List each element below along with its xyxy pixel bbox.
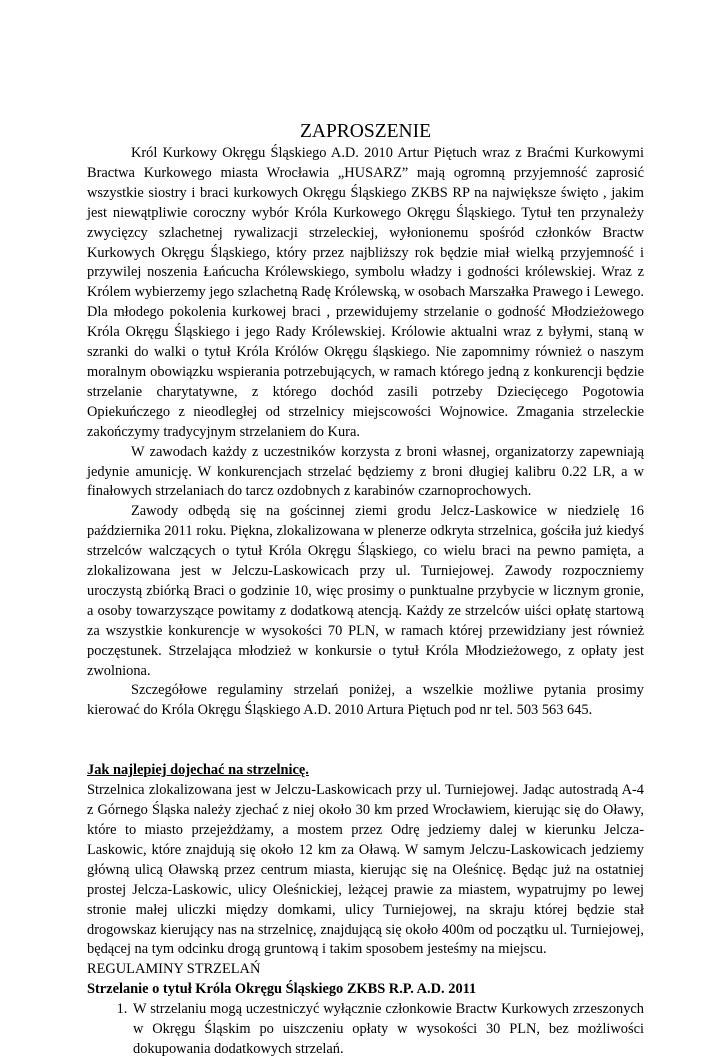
directions-heading: Jak najlepiej dojechać na strzelnicę. (87, 762, 309, 779)
competition-title: Strzelanie o tytuł Króla Okręgu Śląskiego ZKBS R.P. A.D. 2011 (87, 981, 477, 998)
invitation-paragraph-2: W zawodach każdy z uczestników korzysta z broni własnej, organizatorzy zapewniają jedynie amunicję. W konkurencjach strzelać będziemy z broni długiej kalibru 0.22 LR, a w finałowych strzelaniach do tarcz ozdobnych z karabinów czarnoprochowych. (87, 443, 644, 500)
rule-item: 1. W strzelaniu mogą uczestniczyć wyłącznie członkowie Bractw Kurkowych zrzeszonych w Okręgu Śląskim po uiszczeniu opłaty w wysokości 30 PLN, bez możliwości dokupowania dodatkowych strzelań. (131, 1000, 644, 1060)
directions-text: Strzelnica zlokalizowana jest w Jelczu-Laskowicach przy ul. Turniejowej. Jadąc autostradą A-4 z Górnego Śląska należy zjechać z niej około 30 km przed Wrocławiem, kierując się do Oławy, które to miasto przejeżdżamy, a mostem przez Odrę jedziemy dalej w kierunku Jelcza-Laskowic, które znajdują się około 12 km za Oławą. W samym Jelczu-Laskowicach jedziemy główną ulicą Oławską przez centrum miasta, kierując się na Oleśnicę. Będąc już na ostatniej prostej Jelcza-Laskowic, ulicy Oleśnickiej, leżącej prawie za miastem, wypatrujmy po lewej stronie małej uliczki między domkami, ulicy Turniejowej, na skraju której będzie stał drogowskaz kierujący nas na strzelnicę, znajdującą się około 400m od początku ul. Turniejowej, będącej na tym odcinku drogą gruntową i takim sposobem jesteśmy na miejscu. (87, 782, 644, 958)
section-spacer (87, 721, 644, 761)
rules-list (87, 1000, 644, 1060)
page-title: ZAPROSZENIE (299, 121, 432, 142)
invitation-paragraph-3: Zawody odbędą się na gościnnej ziemi grodu Jelcz-Laskowice w niedzielę 16 października 2011 roku. Piękna, zlokalizowana w plenerze odkryta strzelnica, gościła już kiedyś strzelców walczących o tytuł Króla Okręgu Śląskiego, co wielu braci na pewno pamięta, a zlokalizowana jest w Jelczu-Laskowicach przy ul. Turniejowej. Zawody rozpoczniemy uroczystą zbiórką Braci o godzinie 10, więc prosimy o punktualne przybycie w licznym gronie, a osoby towarzyszące powitamy z dodatkową atencją. Każdy ze strzelców uiści opłatę startową za wszystkie konkurencje w wysokości 70 PLN, w ramach której przewidziany jest również poczęstunek. Strzelająca młodzież w konkursie o tytuł Króla Młodzieżowego, z opłaty jest zwolniona. (87, 503, 644, 679)
invitation-paragraph-1: Król Kurkowy Okręgu Śląskiego A.D. 2010 Artur Piętuch wraz z Braćmi Kurkowymi Bractwa Kurkowego miasta Wrocławia „HUSARZ” mają ogromną przyjemność zaprosić wszystkie siostry i braci kurkowych Okręgu Śląskiego ZKBS RP na największe święto , jakim jest niewątpliwie coroczny wybór Króla Kurkowego Okręgu Śląskiego. Tytuł ten przynależy zwycięzcy szlachetnej rywalizacji strzeleckiej, wyłonionemu spośród członków Bractw Kurkowych Okręgu Śląskiego, który przez najbliższy rok będzie miał wielką przyjemność i przywilej noszenia Łańcucha Królewskiego, symbolu władzy i godności królewskiej. Wraz z Królem wybierzemy jego szlachetną Radę Królewską, w osobach Marszałka Prawego i Lewego. Dla młodego pokolenia kurkowej braci , przewidujemy strzelanie o godność Młodzieżowego Króla Okręgu Śląskiego i jego Rady Królewskiej. Królowie aktualni wraz z byłymi, staną w szranki do walki o tytuł Króla Królów Okręgu śląskiego. Nie zapomnimy również o naszym moralnym obowiązku wspierania potrzebujących, w ramach którego jedną z konkurencji będzie strzelanie charytatywne, z którego dochód zasili potrzeby Dziecięcego Pogotowia Opiekuńczego z nieodległej od strzelnicy miejscowości Wojnowice. Zmagania strzeleckie zakończymy tradycyjnym strzelaniem do Kura. (87, 145, 644, 440)
rules-heading: REGULAMINY STRZELAŃ (87, 961, 261, 978)
invitation-paragraph-4: Szczegółowe regulaminy strzelań poniżej, a wszelkie możliwe pytania prosimy kierować do Króla Okręgu Śląskiego A.D. 2010 Artura Piętuch pod nr tel. 503 563 645. (87, 682, 644, 719)
